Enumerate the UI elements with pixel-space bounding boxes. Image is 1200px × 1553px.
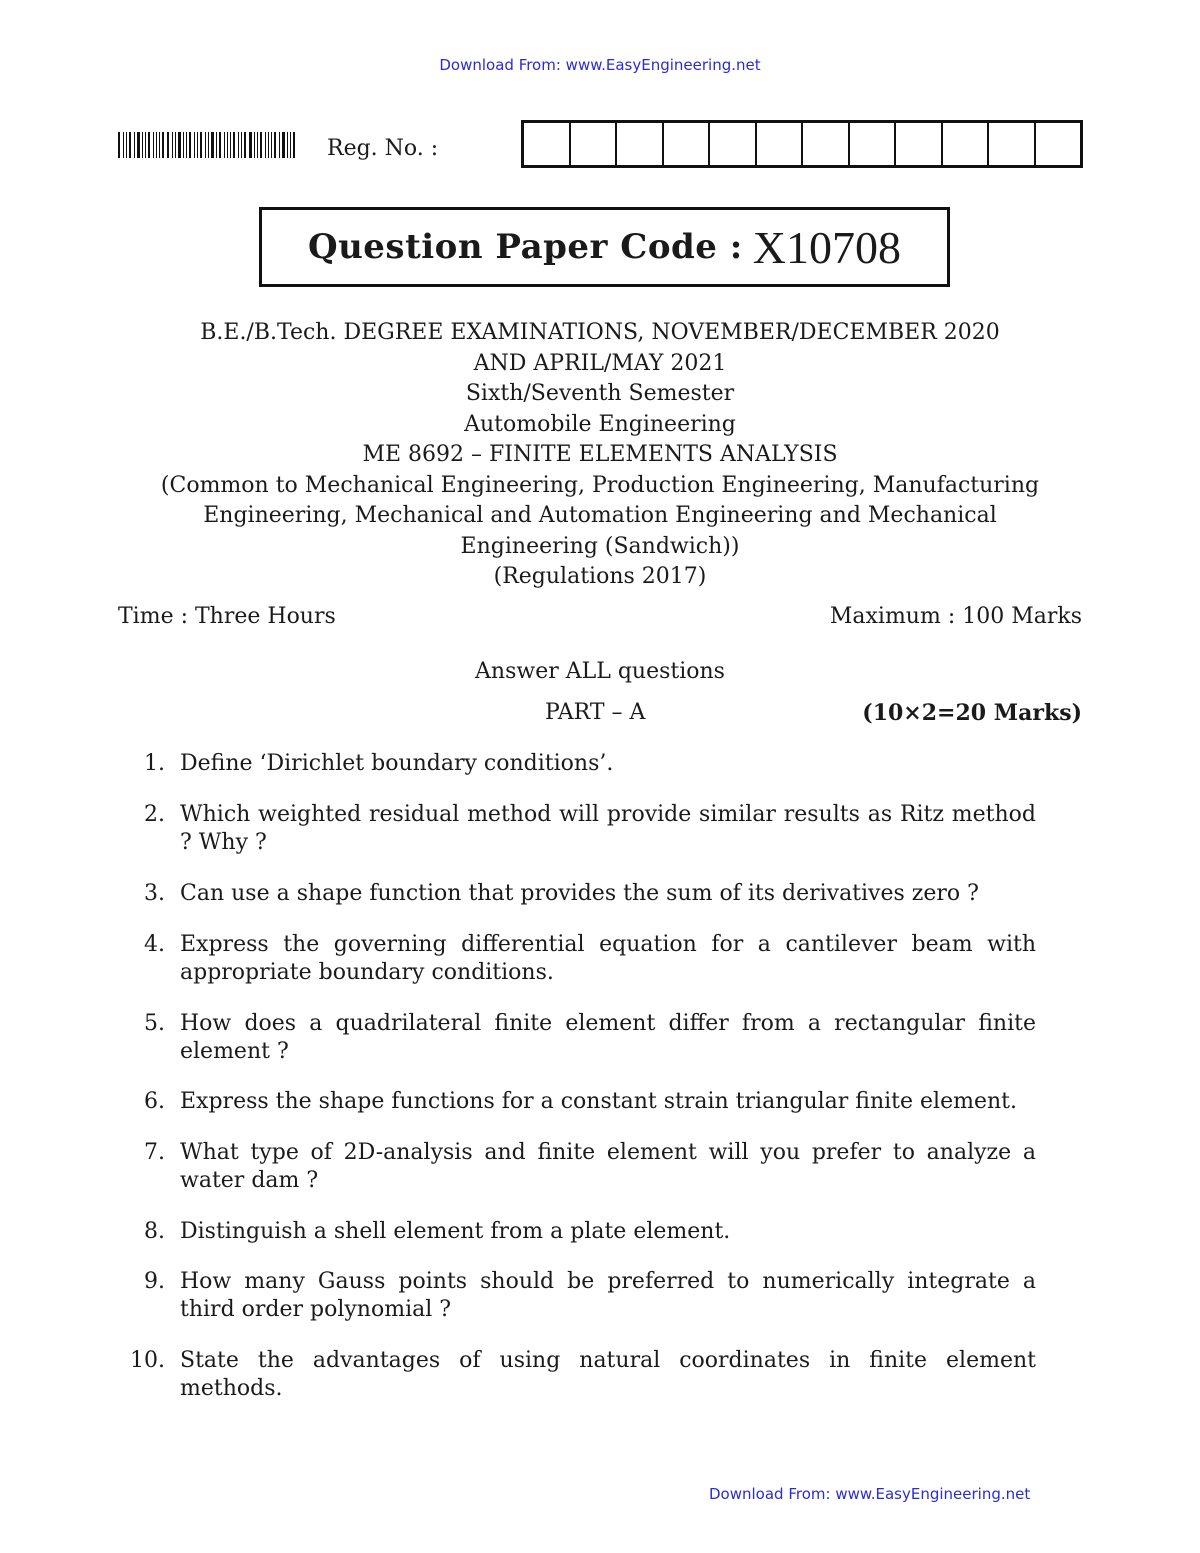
question-number: 4. — [144, 932, 165, 957]
question-item — [118, 880, 1036, 908]
instruction: Answer ALL questions — [475, 659, 725, 684]
reg-no-label: Reg. No. : — [327, 136, 439, 161]
question-item — [118, 1218, 1036, 1246]
header-line: Engineering (Sandwich)) — [460, 533, 740, 559]
part-title: PART – A — [545, 700, 646, 725]
exam-header — [0, 318, 1200, 593]
maximum-marks-label: Maximum : 100 Marks — [829, 604, 1082, 629]
reg-box[interactable] — [850, 123, 897, 165]
question-item — [118, 750, 1036, 778]
download-link-top[interactable]: Download From: www.EasyEngineering.net — [439, 56, 761, 74]
question-number: 1. — [144, 751, 165, 776]
reg-box[interactable] — [571, 123, 618, 165]
question-text: What type of 2D-analysis and finite element will you prefer to analyze a water dam ? — [180, 1140, 1036, 1193]
reg-box[interactable] — [803, 123, 850, 165]
header-line: Sixth/Seventh Semester — [465, 381, 735, 406]
header-line: (Common to Mechanical Engineering, Production Engineering, Manufacturing — [160, 472, 1040, 498]
question-text: Distinguish a shell element from a plate element. — [180, 1219, 731, 1244]
header-line: Automobile Engineering — [464, 411, 736, 437]
question-number: 7. — [144, 1140, 165, 1165]
header-line: Engineering, Mechanical and Automation Engineering and Mechanical — [203, 503, 997, 528]
header-line: (Regulations 2017) — [493, 564, 707, 589]
code-label: Question Paper Code : — [307, 227, 743, 267]
question-text: How many Gauss points should be preferred to numerically integrate a third order polynomial ? — [180, 1269, 1036, 1322]
question-item — [118, 1088, 1036, 1116]
question-item — [118, 1139, 1036, 1195]
time-label: Time : Three Hours — [118, 604, 336, 629]
download-link-bottom[interactable]: Download From: www.EasyEngineering.net — [709, 1485, 1031, 1503]
code-value: X10708 — [752, 221, 902, 273]
question-text: Which weighted residual method will provide similar results as Ritz method ? Why ? — [180, 802, 1036, 855]
barcode-icon — [118, 132, 298, 158]
reg-box[interactable] — [664, 123, 711, 165]
part-marks: (10×2=20 Marks) — [862, 700, 1082, 726]
question-text: State the advantages of using natural coordinates in finite element methods. — [180, 1348, 1036, 1401]
reg-box[interactable] — [617, 123, 664, 165]
reg-box[interactable] — [524, 123, 571, 165]
question-number: 10. — [130, 1348, 165, 1373]
header-line: AND APRIL/MAY 2021 — [473, 350, 727, 376]
question-number: 8. — [144, 1219, 165, 1244]
reg-box[interactable] — [757, 123, 804, 165]
question-text: Can use a shape function that provides the sum of its derivatives zero ? — [180, 881, 979, 906]
reg-box[interactable] — [1036, 123, 1081, 165]
reg-box[interactable] — [989, 123, 1036, 165]
reg-box[interactable] — [943, 123, 990, 165]
question-text: How does a quadrilateral finite element differ from a rectangular finite element ? — [180, 1011, 1036, 1064]
question-item — [118, 801, 1036, 857]
question-paper-code-box — [259, 207, 950, 287]
question-item — [118, 1268, 1036, 1324]
header-line: ME 8692 – FINITE ELEMENTS ANALYSIS — [362, 442, 838, 467]
reg-box[interactable] — [896, 123, 943, 165]
question-number: 2. — [144, 802, 165, 827]
question-number: 6. — [144, 1089, 165, 1114]
question-number: 9. — [144, 1269, 165, 1294]
question-item — [118, 931, 1036, 987]
question-text: Express the governing differential equation for a cantilever beam with appropriate boundary conditions. — [180, 932, 1036, 985]
question-item — [118, 1347, 1036, 1403]
reg-no-boxes[interactable] — [521, 120, 1083, 168]
question-number: 3. — [144, 881, 165, 906]
header-line: B.E./B.Tech. DEGREE EXAMINATIONS, NOVEMBER/DECEMBER 2020 — [200, 320, 1000, 345]
question-item — [118, 1010, 1036, 1066]
question-number: 5. — [144, 1011, 165, 1036]
question-text: Express the shape functions for a constant strain triangular finite element. — [180, 1089, 1017, 1114]
reg-box[interactable] — [710, 123, 757, 165]
question-text: Define ‘Dirichlet boundary conditions’. — [180, 751, 614, 776]
